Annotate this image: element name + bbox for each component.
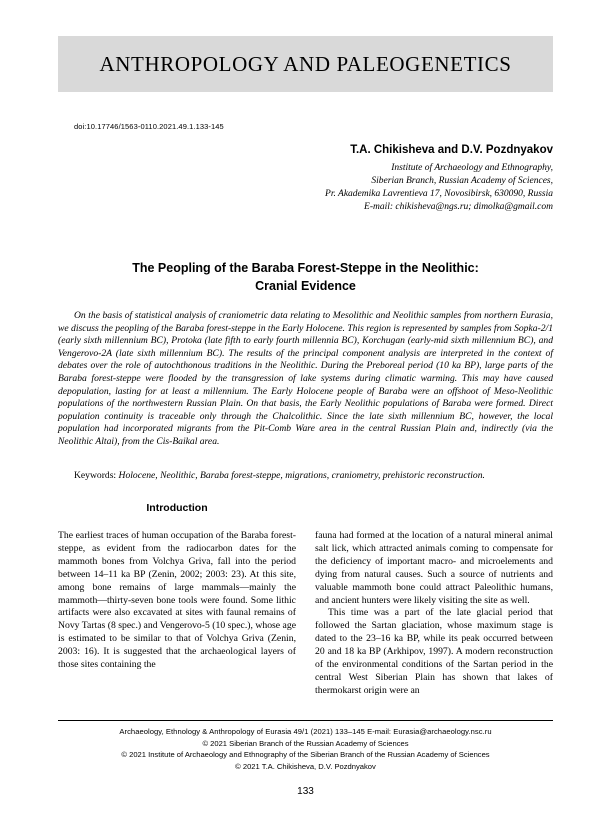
- paragraph: The earliest traces of human occupation of the Baraba forest-steppe, as evident from the radiocarbon dates for the mammoth bones from Volchya Griva, fall into the period between 14–11 ka BP (Zenin, 2002; 2003: 23). At this site, among bone remains of large mammals—mainly the mammoth—thirty-seven bone tools were found. Some lithic artifacts were also excavated at sites with faunal remains of Novy Tartas (8 spec.) and Vengerovo-5 (10 spec.), whose age is estimated to be similar to that of Volchya Griva (Zenin, 2003: 16). It is suggested that the archaeological layers of those sites containing the: [58, 530, 296, 671]
- affiliation-line-3: Pr. Akademika Lavrentieva 17, Novosibirsk, 630090, Russia: [325, 189, 553, 199]
- article-title-line-2: Cranial Evidence: [255, 279, 356, 293]
- authors-block: [153, 144, 553, 214]
- affiliation-line-2: Siberian Branch, Russian Academy of Sciences,: [371, 176, 553, 186]
- article-title: [58, 259, 553, 295]
- page-number: 133: [297, 786, 314, 797]
- paragraph: fauna had formed at the location of a natural mineral animal salt lick, which attracted animals coming to compensate for the deficiency of important macro- and microelements and dying from natural causes. Such a source of nutrients and valuable mammoth bone could attract Paleolithic humans, and ancient hunters were likely visiting the site as well.: [315, 530, 553, 606]
- footer-divider: [58, 720, 553, 721]
- section-heading-introduction: Introduction: [146, 502, 208, 514]
- journal-title: ANTHROPOLOGY AND PALEOGENETICS: [99, 51, 512, 76]
- paragraph: This time was a part of the late glacial period that followed the Sartan glaciation, whose maximum stage is dated to the 23–16 ka BP, while its peak occurred between 20 and 18 ka BP (Arkhipov, 1997). A modern reconstruction of the environmental conditions of the Sartan period in the central West Siberian Plain has shown that lakes of thermokarst origin were an: [315, 607, 553, 696]
- affiliation-line-1: Institute of Archaeology and Ethnography,: [391, 163, 553, 173]
- author-email-line: E-mail: chikisheva@ngs.ru; dimolka@gmail.com: [364, 202, 553, 212]
- footer-line-3: © 2021 Institute of Archaeology and Ethnography of the Siberian Branch of the Russian Academy of Sciences: [121, 750, 490, 759]
- doi-text: doi:10.17746/1563-0110.2021.49.1.133-145: [74, 122, 224, 131]
- footer-line-1: Archaeology, Ethnology & Anthropology of Eurasia 49/1 (2021) 133–145 E-mail: Eurasia@archaeology.nsc.ru: [119, 727, 492, 736]
- keywords-text: Holocene, Neolithic, Baraba forest-steppe, migrations, craniometry, prehistoric reconstruction.: [118, 470, 485, 481]
- journal-banner: [58, 36, 553, 92]
- keywords-block: [58, 470, 553, 483]
- page-footer: [58, 726, 553, 772]
- body-column-left: [58, 530, 296, 672]
- body-column-right: [315, 530, 553, 698]
- article-title-line-1: The Peopling of the Baraba Forest-Steppe in the Neolithic:: [132, 261, 479, 275]
- footer-line-4: © 2021 T.A. Chikisheva, D.V. Pozdnyakov: [235, 761, 376, 771]
- footer-line-2: © 2021 Siberian Branch of the Russian Academy of Sciences: [202, 738, 409, 748]
- author-names: T.A. Chikisheva and D.V. Pozdnyakov: [350, 144, 553, 156]
- keywords-label: Keywords:: [74, 470, 117, 481]
- abstract-text: On the basis of statistical analysis of craniometric data relating to Mesolithic and Neolithic samples from northern Eurasia, we discuss the peopling of the Baraba forest-steppe in the Early Holocene. This region is represented by samples from Sopka-2/1 (early sixth millennium BC), Protoka (late fifth to early fourth millennia BC), Korchugan (early-mid sixth millennium BC), and Vengerovo-2A (late sixth millennium BC). The results of the principal component analysis are interpreted in the context of debates over the role of autochthonous traditions in the Neolithic. During the Preboreal period (10 ka BP), large parts of the Baraba forest-steppe were flooded by the transgression of lake systems during climatic warming. This may have caused depopulation, lasting for at least a millennium. The Early Holocene people of Baraba were an offshoot of Meso-Neolithic populations of the northwestern Russian Plain. On that basis, the Early Neolithic populations of Baraba were formed. Direct population continuity is traceable only through the Chalcolithic. Since the late sixth millennium BC, however, the local population had incorporated migrants from the Pit-Comb Ware area in the central Russian Plain and, indirectly (via the Neolithic Altai), from the Cis-Baikal area.: [58, 310, 553, 447]
